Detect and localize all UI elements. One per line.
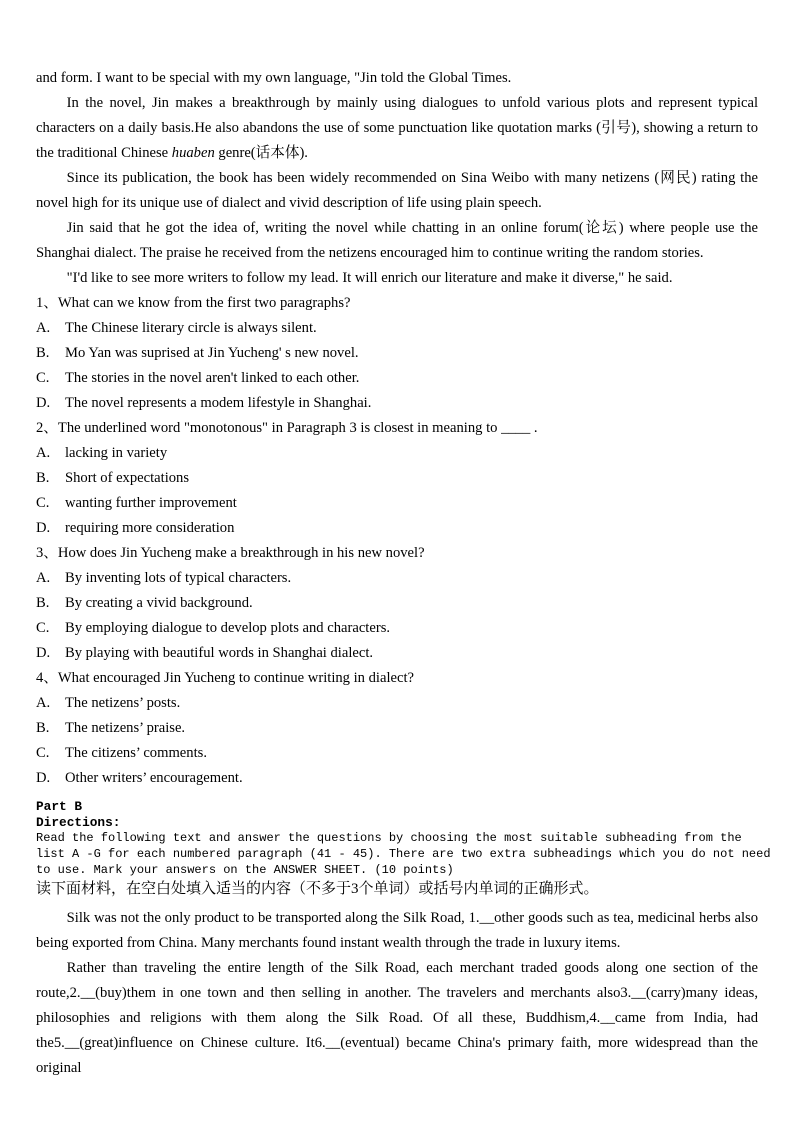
question-3-option-c: [36, 616, 758, 641]
question-4-stem-text: What encouraged Jin Yucheng to continue writing in dialect?: [57, 670, 414, 686]
question-1-option-b: [36, 341, 758, 366]
option-text: The stories in the novel aren't linked to each other.: [65, 370, 360, 386]
silk-road-passage: [36, 906, 758, 1081]
question-2-option-d: [36, 516, 758, 541]
option-label: A.: [36, 570, 51, 586]
option-text: wanting further improvement: [65, 495, 237, 511]
reading-passage: [36, 66, 758, 291]
option-label: B.: [36, 345, 50, 361]
question-2-stem-text: The underlined word "monotonous" in Paragraph 3 is closest in meaning to ____ .: [57, 420, 538, 436]
question-4-number: 4、: [36, 670, 58, 686]
option-label: B.: [36, 720, 50, 736]
question-3: [36, 541, 758, 666]
question-2-number: 2、: [36, 420, 58, 436]
chinese-instruction: 读下面材料，在空白处填入适当的内容（不多于3个单词）或括号内单词的正确形式。: [36, 881, 599, 898]
question-2-option-a: [36, 441, 758, 466]
questions-section: [36, 291, 758, 791]
passage-paragraph-2-text: In the novel, Jin makes a breakthrough by mainly using dialogues to unfold various plots and represent typical characters on a daily basis.He also abandons the use of some punctuation like quotation marks (引号), showing a return to the traditional Chinese: [36, 95, 758, 161]
option-label: A.: [36, 445, 51, 461]
option-text: Short of expectations: [65, 470, 190, 486]
option-label: C.: [36, 370, 50, 386]
passage-paragraph-4: Jin said that he got the idea of, writing the novel while chatting in an online forum(论坛) where people use the Shanghai dialect. The praise he received from the netizens encouraged him to continue writing the random stories.: [36, 220, 758, 261]
option-label: C.: [36, 495, 50, 511]
question-3-stem-text: How does Jin Yucheng make a breakthrough in his new novel?: [57, 545, 425, 561]
passage-paragraph-5: "I'd like to see more writers to follow my lead. It will enrich our literature and make it diverse," he said.: [66, 270, 673, 286]
option-label: B.: [36, 470, 50, 486]
passage-paragraph-2: [36, 91, 758, 166]
option-text: Mo Yan was suprised at Jin Yucheng' s new novel.: [65, 345, 359, 361]
question-1-stem-text: What can we know from the first two paragraphs?: [57, 295, 351, 311]
question-3-option-d: [36, 641, 758, 666]
passage-paragraph-1: and form. I want to be special with my own language, "Jin told the Global Times.: [36, 70, 512, 86]
passage-paragraph-2-tail: genre(话本体).: [214, 145, 308, 161]
option-text: Other writers’ encouragement.: [65, 770, 243, 786]
question-4-option-b: [36, 716, 758, 741]
passage-paragraph-3: Since its publication, the book has been widely recommended on Sina Weibo with many netizens (网民) rating the novel high for its unique use of dialect and vivid description of life using plain speech.: [36, 170, 758, 211]
option-label: A.: [36, 695, 51, 711]
question-1: [36, 291, 758, 416]
part-b-section: [36, 799, 771, 878]
option-label: D.: [36, 395, 51, 411]
directions-line: list A -G for each numbered paragraph (41 - 45). There are two extra subheadings which you do not need: [36, 846, 771, 861]
option-text: By employing dialogue to develop plots and characters.: [65, 620, 391, 636]
option-label: B.: [36, 595, 50, 611]
option-text: By playing with beautiful words in Shanghai dialect.: [65, 645, 374, 661]
option-label: C.: [36, 620, 50, 636]
question-3-option-b: [36, 591, 758, 616]
question-3-number: 3、: [36, 545, 58, 561]
option-text: The novel represents a modem lifestyle in Shanghai.: [65, 395, 372, 411]
option-text: The citizens’ comments.: [65, 745, 207, 761]
option-label: D.: [36, 520, 51, 536]
question-4-option-c: [36, 741, 758, 766]
question-4-stem: [36, 666, 758, 691]
question-2-option-c: [36, 491, 758, 516]
option-text: The netizens’ posts.: [65, 695, 181, 711]
directions-line: to use. Mark your answers on the ANSWER SHEET. (10 points): [36, 862, 454, 877]
directions-label: Directions:: [36, 815, 121, 830]
question-1-option-c: [36, 366, 758, 391]
question-3-stem: [36, 541, 758, 566]
question-1-option-d: [36, 391, 758, 416]
question-1-number: 1、: [36, 295, 58, 311]
directions-line: Read the following text and answer the questions by choosing the most suitable subheading from the: [36, 831, 742, 845]
option-text: The netizens’ praise.: [65, 720, 186, 736]
question-2-option-b: [36, 466, 758, 491]
option-text: lacking in variety: [65, 445, 168, 461]
question-1-stem: [36, 291, 758, 316]
question-1-option-a: [36, 316, 758, 341]
option-text: requiring more consideration: [65, 520, 235, 536]
option-label: D.: [36, 645, 51, 661]
silk-paragraph-1: Silk was not the only product to be transported along the Silk Road, 1.__other goods such as tea, medicinal herbs also being exported from China. Many merchants found instant wealth through the trade in luxury items.: [36, 910, 758, 952]
huaben-italic-term: huaben: [171, 145, 215, 161]
option-label: A.: [36, 320, 51, 336]
question-3-option-a: [36, 566, 758, 591]
question-2: [36, 416, 758, 541]
part-b-heading: Part B: [36, 799, 83, 814]
option-text: The Chinese literary circle is always silent.: [65, 320, 317, 336]
silk-paragraph-2: Rather than traveling the entire length of the Silk Road, each merchant traded goods along one section of the route,2.__(buy)them in one town and then selling in another. The travelers and merchants also3.__(carry)many ideas, philosophies and religions with them along the Silk Road. Of all these, Buddhism,4.__came from India, had the5.__(great)influence on Chinese culture. It6.__(eventual) became China's primary faith, more widespread than the original: [36, 960, 758, 1077]
option-text: By inventing lots of typical characters.: [65, 570, 292, 586]
option-label: C.: [36, 745, 50, 761]
question-2-stem: [36, 416, 758, 441]
question-4-option-a: [36, 691, 758, 716]
question-4: [36, 666, 758, 791]
question-4-option-d: [36, 766, 758, 791]
option-label: D.: [36, 770, 51, 786]
option-text: By creating a vivid background.: [65, 595, 253, 611]
